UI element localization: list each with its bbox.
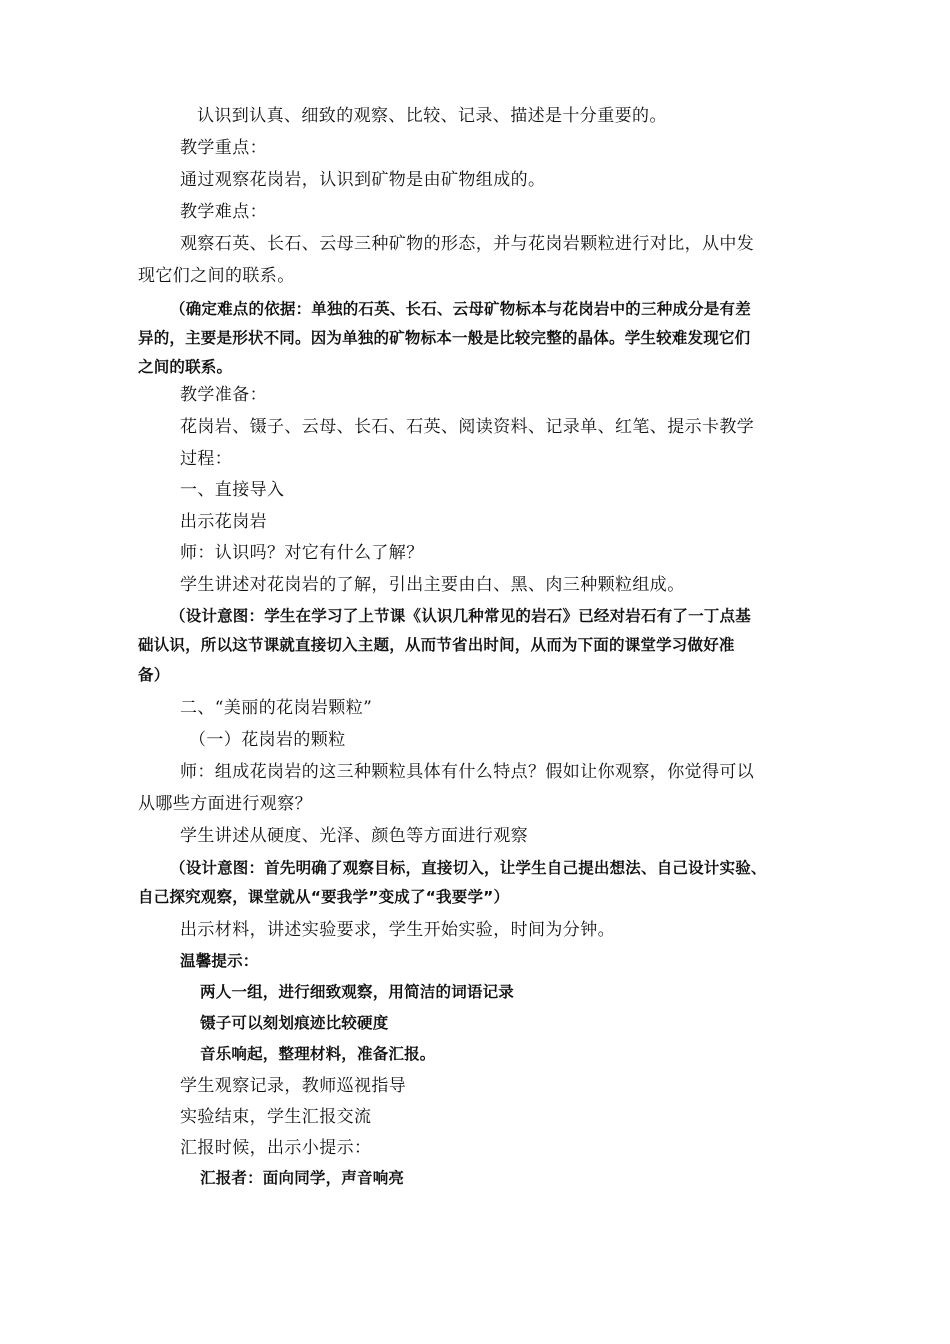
section-heading-2: 二、“美丽的花岗岩颗粒” — [180, 698, 373, 718]
text-line-5: 观察石英、长石、云母三种矿物的形态，并与花岗岩颗粒进行对比，从中发 — [180, 234, 755, 254]
heading-teaching-focus: 教学重点： — [180, 138, 267, 158]
note-line-8: 异的，主要是形状不同。因为单独的矿物标本一般是比较完整的晶体。学生较难发现它们 — [138, 329, 751, 347]
text-line-27: 出示材料，讲述实验要求，学生开始实验，时间为分钟。 — [180, 920, 615, 940]
text-line-33: 实验结束，学生汇报交流 — [180, 1107, 372, 1127]
note-line-19: 备） — [138, 666, 170, 684]
text-line-15: 师：认识吗？对它有什么了解？ — [180, 543, 424, 563]
text-line-1: 认识到认真、细致的观察、比较、记录、描述是十分重要的。 — [197, 106, 667, 126]
tip-item-4: 汇报者：面向同学，声音响亮 — [200, 1169, 405, 1187]
text-line-24: 学生讲述从硬度、光泽、颜色等方面进行观察 — [180, 826, 528, 846]
text-line-11: 花岗岩、镊子、云母、长石、石英、阅读资料、记录单、红笔、提示卡教学 — [180, 417, 755, 437]
note-line-18: 础认识，所以这节课就直接切入主题，从而节省出时间，从而为下面的课堂学习做好准 — [138, 636, 735, 654]
heading-teaching-preparation: 教学准备： — [180, 385, 267, 405]
tips-heading: 温馨提示： — [180, 952, 259, 970]
text-line-3: 通过观察花岗岩，认识到矿物是由矿物组成的。 — [180, 170, 546, 190]
note-line-26: 自己探究观察，课堂就从“要我学”变成了“我要学”） — [138, 888, 510, 906]
note-line-9: 之间的联系。 — [138, 358, 233, 376]
tip-item-2: 镊子可以刻划痕迹比较硬度 — [200, 1014, 389, 1032]
heading-teaching-difficulty: 教学难点： — [180, 202, 267, 222]
text-line-23: 从哪些方面进行观察？ — [138, 794, 312, 814]
subsection-heading-1: （一）花岗岩的颗粒 — [189, 730, 346, 750]
note-line-17: （设计意图：学生在学习了上节课《认识几种常见的岩石》已经对岩石有了一丁点基 — [170, 607, 751, 625]
text-line-34: 汇报时候，出示小提示： — [180, 1138, 372, 1158]
note-line-25: （设计意图：首先明确了观察目标，直接切入，让学生自己提出想法、自己设计实验、 — [170, 859, 767, 877]
heading-teaching-process: 过程： — [180, 449, 233, 469]
tip-item-1: 两人一组，进行细致观察，用简洁的词语记录 — [200, 983, 515, 1001]
section-heading-1: 一、直接导入 — [180, 480, 285, 500]
text-line-6: 现它们之间的联系。 — [138, 266, 295, 286]
tip-item-3: 音乐响起，整理材料，准备汇报。 — [200, 1045, 436, 1063]
text-line-14: 出示花岗岩 — [180, 512, 267, 532]
text-line-16: 学生讲述对花岗岩的了解，引出主要由白、黑、肉三种颗粒组成。 — [180, 575, 685, 595]
note-line-7: （确定难点的依据：单独的石英、长石、云母矿物标本与花岗岩中的三种成分是有差 — [170, 300, 751, 318]
text-line-22: 师：组成花岗岩的这三种颗粒具体有什么特点？假如让你观察，你觉得可以 — [180, 762, 755, 782]
text-line-32: 学生观察记录，教师巡视指导 — [180, 1076, 407, 1096]
